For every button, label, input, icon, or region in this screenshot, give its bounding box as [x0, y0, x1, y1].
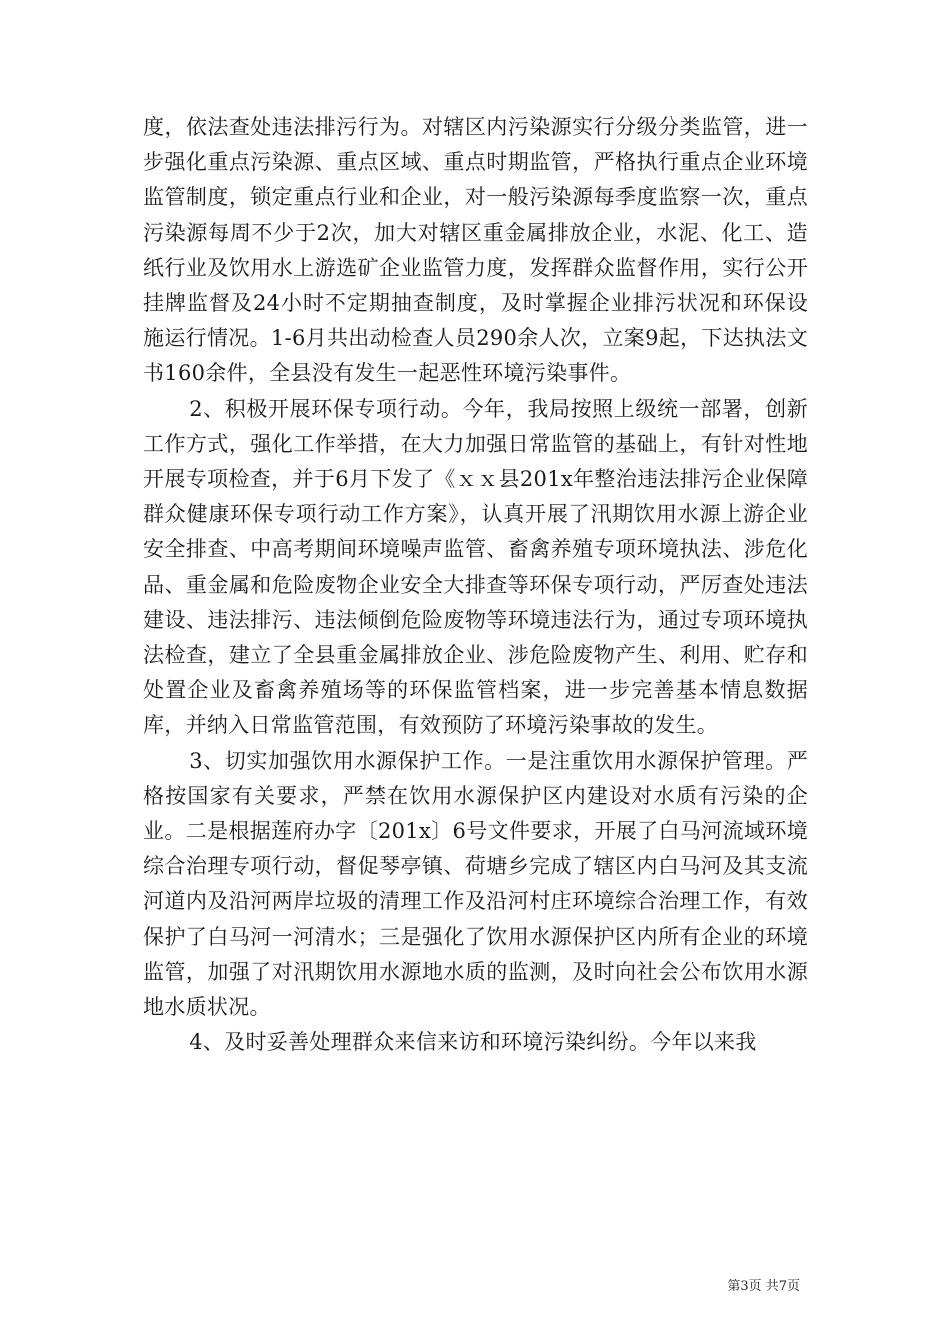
paragraph-continuation: 度，依法查处违法排污行为。对辖区内污染源实行分级分类监管，进一步强化重点污染源、重点区域、重点时期监管，严格执行重点企业环境监管制度，锁定重点行业和企业，对一般污染源每季度监察一次，重点污染源每周不少于2次，加大对辖区重金属排放企业，水泥、化工、造纸行业及饮用水上游选矿企业监管力度，发挥群众监督作用，实行公开挂牌监督及24小时不定期抽查制度，及时掌握企业排污状况和环保设施运行情况。1-6月共出动检查人员290余人次，立案9起，下达执法文书160余件，全县没有发生一起恶性环境污染事件。: [143, 115, 808, 386]
paragraph-water-source-protection: 3、切实加强饮用水源保护工作。一是注重饮用水源保护管理。严格按国家有关要求，严禁在饮用水源保护区内建设对水质有污染的企业。二是根据莲府办字〔201x〕6号文件要求，开展了白马河流域环境综合治理专项行动，督促琴亭镇、荷塘乡完成了辖区内白马河及其支流河道内及沿河两岸垃圾的清理工作及沿河村庄环境综合治理工作，有效保护了白马河一河清水；三是强化了饮用水源保护区内所有企业的环境监管，加强了对汛期饮用水源地水质的监测，及时向社会公布饮用水源地水质状况。: [143, 748, 808, 1020]
paragraph-complaints-handling: 4、及时妥善处理群众来信来访和环境污染纠纷。今年以来我: [189, 1030, 757, 1055]
paragraph-special-actions: 2、积极开展环保专项行动。今年，我局按照上级统一部署，创新工作方式，强化工作举措，在大力加强日常监管的基础上，有针对性地开展专项检查，并于6月下发了《ｘｘ县201x年整治违法排污企业保障群众健康环保专项行动工作方案》，认真开展了汛期饮用水源上游企业安全排查、中高考期间环境噪声监管、畜禽养殖专项环境执法、涉危化品、重金属和危险废物企业安全大排查等环保专项行动，严厉查处违法建设、违法排污、违法倾倒危险废物等环境违法行为，通过专项环境执法检查，建立了全县重金属排放企业、涉危险废物产生、利用、贮存和处置企业及畜禽养殖场等的环保监管档案，进一步完善基本情息数据库，并纳入日常监管范围，有效预防了环境污染事故的发生。: [143, 396, 808, 738]
page-number-footer: 第3页 共7页: [727, 1279, 800, 1294]
document-body: [143, 110, 808, 1060]
